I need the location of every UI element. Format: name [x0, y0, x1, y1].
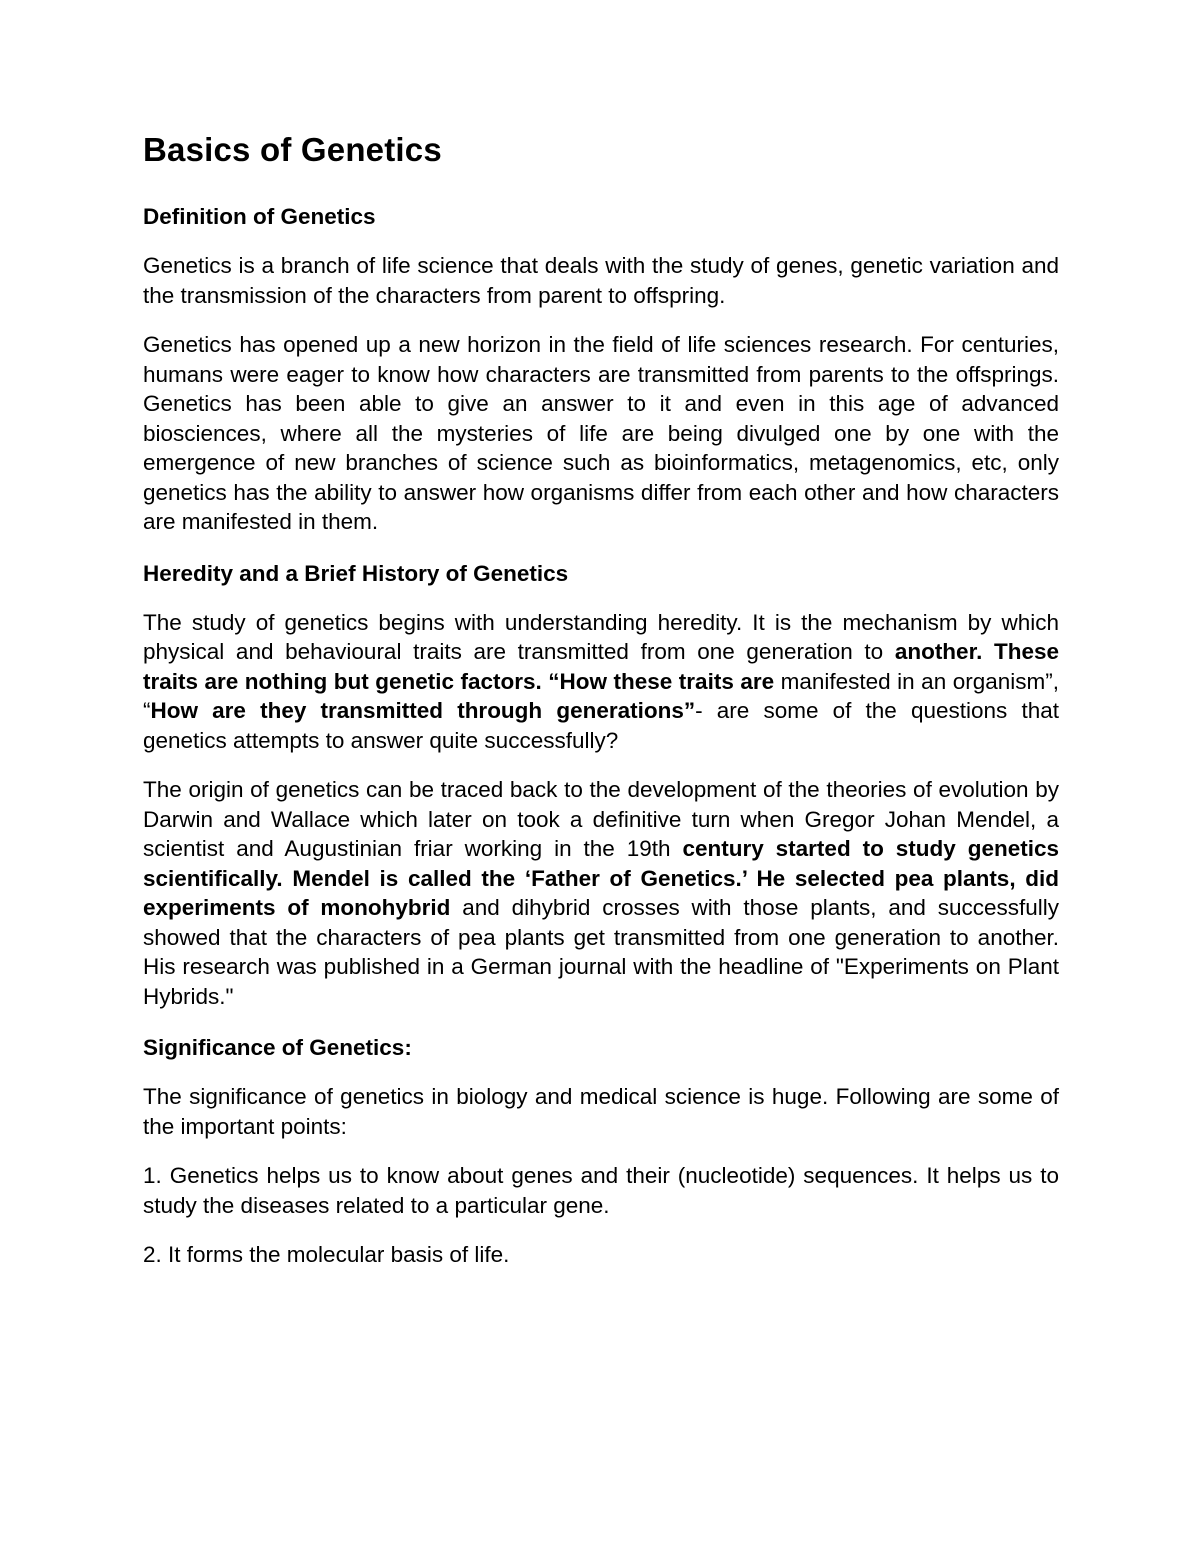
list-item-point-2 [143, 1240, 1059, 1270]
paragraph-definition [143, 251, 1059, 310]
paragraph-heredity [143, 608, 1059, 756]
bold-text-run: century started to study genetics scientifically. Mendel is called the ‘Father of Genetics.’ He selected pea plants, did experiments of monohybrid [143, 836, 1059, 920]
text-run: and dihybrid crosses with those plants, and successfully showed that the characters of pea plants get transmitted from one generation to another. His research was published in a German journal with the headline of "Experiments on Plant Hybrids." [143, 895, 1059, 1009]
bold-text-run: another. These traits are nothing but genetic factors. “How these traits are [143, 639, 1060, 694]
text-run: 2. It forms the molecular basis of life. [143, 1242, 510, 1267]
bold-text-run: How are they transmitted through generations” [150, 698, 696, 723]
text-run: Genetics has opened up a new horizon in the field of life sciences research. For centuries, humans were eager to know how characters are transmitted from parents to the offsprings. Genetics has been able to give an answer to it and even in this age of advanced biosciences, where all the mysteries of life are being divulged one by one with the emergence of new branches of science such as bioinformatics, metagenomics, etc, only genetics has the ability to answer how organisms differ from each other and how characters are manifested in them. [143, 332, 1059, 534]
document-page [143, 130, 1059, 1290]
document-title: Basics of Genetics [143, 131, 442, 168]
text-run: The study of genetics begins with understanding heredity. It is the mechanism by which physical and behavioural traits are transmitted from one generation to [143, 609, 1059, 664]
section-heading-definition: Definition of Genetics [143, 204, 376, 229]
text-run: The origin of genetics can be traced back to the development of the theories of evolution by Darwin and Wallace which later on took a definitive turn when Gregor Johan Mendel, a scientist and Augustinian friar working in the 19th [143, 777, 1059, 861]
text-run: The significance of genetics in biology and medical science is huge. Following are some of the important points: [143, 1084, 1059, 1139]
section-heading-significance: Significance of Genetics: [143, 1035, 412, 1060]
text-run: manifested in an organism”, “ [143, 668, 1059, 723]
text-run: Genetics is a branch of life science that deals with the study of genes, genetic variation and the transmission of the characters from parent to offspring. [143, 253, 1059, 308]
paragraph-horizon [143, 330, 1059, 537]
paragraph-significance [143, 1082, 1059, 1141]
paragraph-origin [143, 775, 1059, 1011]
text-run: - are some of the questions that genetics attempts to answer quite successfully? [143, 698, 1059, 753]
text-run: 1. Genetics helps us to know about genes and their (nucleotide) sequences. It helps us to study the diseases related to a particular gene. [143, 1163, 1059, 1218]
list-item-point-1 [143, 1161, 1059, 1220]
section-heading-heredity: Heredity and a Brief History of Genetics [143, 560, 569, 586]
